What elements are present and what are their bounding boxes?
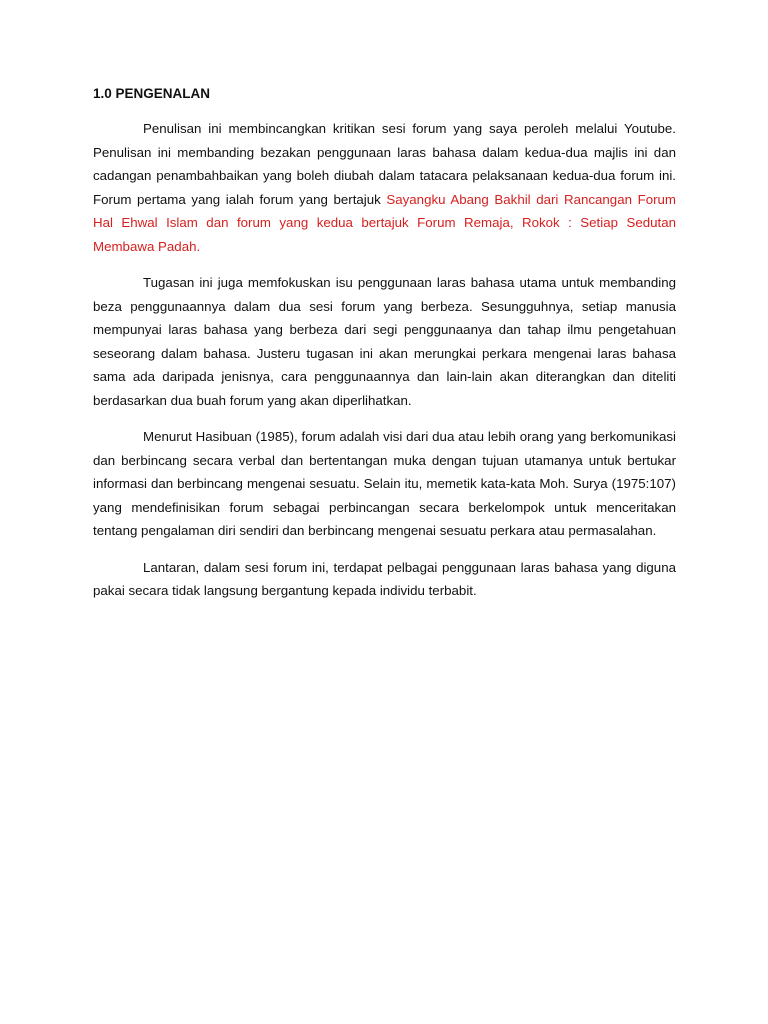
document-page: [93, 86, 676, 616]
paragraph-1-red-text: Sayangku Abang Bakhil dari Rancangan Forum Hal Ehwal Islam dan forum yang kedua bertajuk Forum Remaja, Rokok : Setiap Sedutan Membawa Padah.: [93, 191, 676, 254]
paragraph-4: Lantaran, dalam sesi forum ini, terdapat pelbagai penggunaan laras bahasa yang diguna pakai secara tidak langsung bergantung kepada individu terbabit.: [93, 559, 676, 598]
section-heading: 1.0 PENGENALAN: [93, 86, 211, 101]
paragraph-2: Tugasan ini juga memfokuskan isu penggunaan laras bahasa utama untuk membanding beza penggunaannya dalam dua sesi forum yang berbeza. Sesungguhnya, setiap manusia mempunyai laras bahasa yang berbeza dari segi penggunaanya dan tahap ilmu pengetahuan seseorang dalam bahasa. Justeru tugasan ini akan merungkai perkara mengenai laras bahasa sama ada daripada jenisnya, cara penggunaannya dan lain-lain akan diterangkan dan diteliti berdasarkan dua buah forum yang akan diperlihatkan.: [93, 275, 676, 408]
paragraph-3: Menurut Hasibuan (1985), forum adalah visi dari dua atau lebih orang yang berkomunikasi dan berbincang secara verbal dan bertentangan muka dengan tujuan utamanya untuk bertukar informasi dan berbincang mengenai sesuatu. Selain itu, memetik kata-kata Moh. Surya (1975:107) yang mendefinisikan forum sebagai perbincangan secara berkelompok untuk menceritakan tentang pengalaman diri sendiri dan berbincang mengenai sesuatu perkara atau permasalahan.: [93, 429, 676, 538]
paragraph-1: [93, 117, 676, 258]
paragraph-1-text: Penulisan ini membincangkan kritikan sesi forum yang saya peroleh melalui Youtube. Penulisan ini membanding bezakan penggunaan laras bahasa dalam kedua-dua majlis ini dan cadangan penambahbaikan yang boleh diubah dalam tatacara pelaksanaan kedua-dua forum ini. Forum pertama yang ialah forum yang bertajuk: [93, 121, 676, 207]
